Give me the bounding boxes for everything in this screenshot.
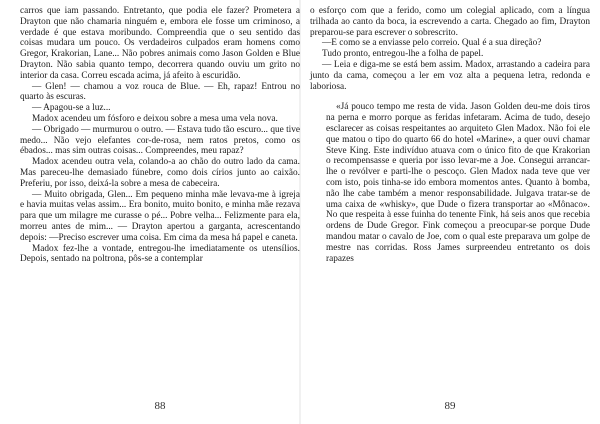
paragraph: — Leia e diga-me se está bem assim. Madox, arrastando a cadeira para junto da cama, começou a ler em voz alta a pequena letra, redonda e laboriosa. — [310, 59, 590, 92]
left-page — [20, 6, 300, 418]
paragraph: — Glen! — chamou a voz rouca de Blue. — Eh, rapaz! Entrou no quarto às escuras. — [20, 81, 300, 103]
paragraph: — Apagou-se a luz... — [32, 103, 111, 114]
right-page-text — [310, 6, 590, 264]
page-number: 89 — [444, 400, 456, 412]
paragraph: Madox acendeu outra vela, colando-a ao chão do outro lado da cama. Mas pareceu-lhe demasiado fúnebre, como dois círios junto ao caixão. Preferiu, por isso, deixá-la sobre a mesa de cabeceira. — [20, 157, 300, 189]
right-page — [310, 6, 590, 418]
paragraph: carros que iam passando. Entretanto, que podia ele fazer? Prometera a Drayton que não chamaria ninguém e, embora ele fosse um criminoso, a verdade é que estava moribundo. Compreendia que o seu sentido das coisas mudara um pouco. Os verdadeiros culpados eram homens como Gregor, Krakorian, Lane... Não pobres animais como Jason Golden e Blue Drayton. Não sabia quanto tempo, decorrera quando ouviu um grito no interior da casa. Correu escada acima, já afeito à escuridão. — [20, 6, 300, 81]
paragraph: o esforço com que a ferido, como um colegial aplicado, com a língua trilhada ao canto da boca, ia escrevendo a carta. Chegado ao fim, Drayton preparou-se para escrever o sobrescrito. — [310, 6, 590, 38]
quoted-letter: «Já pouco tempo me resta de vida. Jason Golden deu-me dois tiros na perna e morro porque as feridas infetaram. Acima de tudo, desejo esclarecer as coisas respeitantes ao arquiteto Glen Madox. Não foi ele que matou o tipo do quarto 66 do hotel «Marine», a quer ouvi chamar Steve King. Este indivíduo atuava com o único fito de que Krakorian o recompensasse e queria por isso levar-me a Joe. Consegui arrancar-lhe o revólver e parti-lhe o pescoço. Glen Madox nada teve que ver com isto, pois tinha-se ido embora momentos antes. Quanto à bomba, não lhe cabe também a menor responsabilidade. Julgava tratar-se de uma caixa de «whisky», que Dude o fizera transportar ao «Mônaco». No que respeita à esse fuinha do tenente Fink, há seis anos que recebia ordens de Dude Gregor. Fink começou a preocupar-se porque Dude mandou matar o cavalo de Joe, com o qual este preparava um golpe de mestre nas corridas. Ross James surpreendeu entretanto os dois rapazes — [326, 102, 590, 264]
page-number: 88 — [154, 400, 166, 412]
paragraph: Madox acendeu um fósforo e deixou sobre a mesa uma vela nova. — [32, 113, 278, 124]
paragraph: — Obrigado — murmurou o outro. — Estava tudo tão escuro... que tive medo... Não vejo elefantes cor-de-rosa, nem ratos pretos, como os ébados... mas sim outras coisas... Compreendes, meu rapaz? — [20, 124, 301, 157]
left-page-text — [20, 6, 300, 265]
paragraph: Tudo pronto, entregou-lhe a folha de papel. — [322, 49, 484, 60]
paragraph: —E como se a enviasse pelo correio. Qual é a sua direção? — [322, 38, 542, 49]
paragraph: Madox fez-lhe a vontade, entregou-lhe imediatamente os utensílios. Depois, sentado na poltrona, pôs-se a contemplar — [20, 243, 300, 265]
paragraph: — Muito obrigada, Glen... Em pequeno minha mãe levava-me à igreja e havia muitas velas assim... Era bonito, muito bonito, e minha mãe rezava para que um milagre me curasse o pé... Pobre velha... Felizmente para ela, morreu antes de mim... — Drayton apertou a garganta, acrescentando depois: —Preciso escrever uma coisa. Em cima da mesa há papel e caneta. — [20, 189, 300, 243]
